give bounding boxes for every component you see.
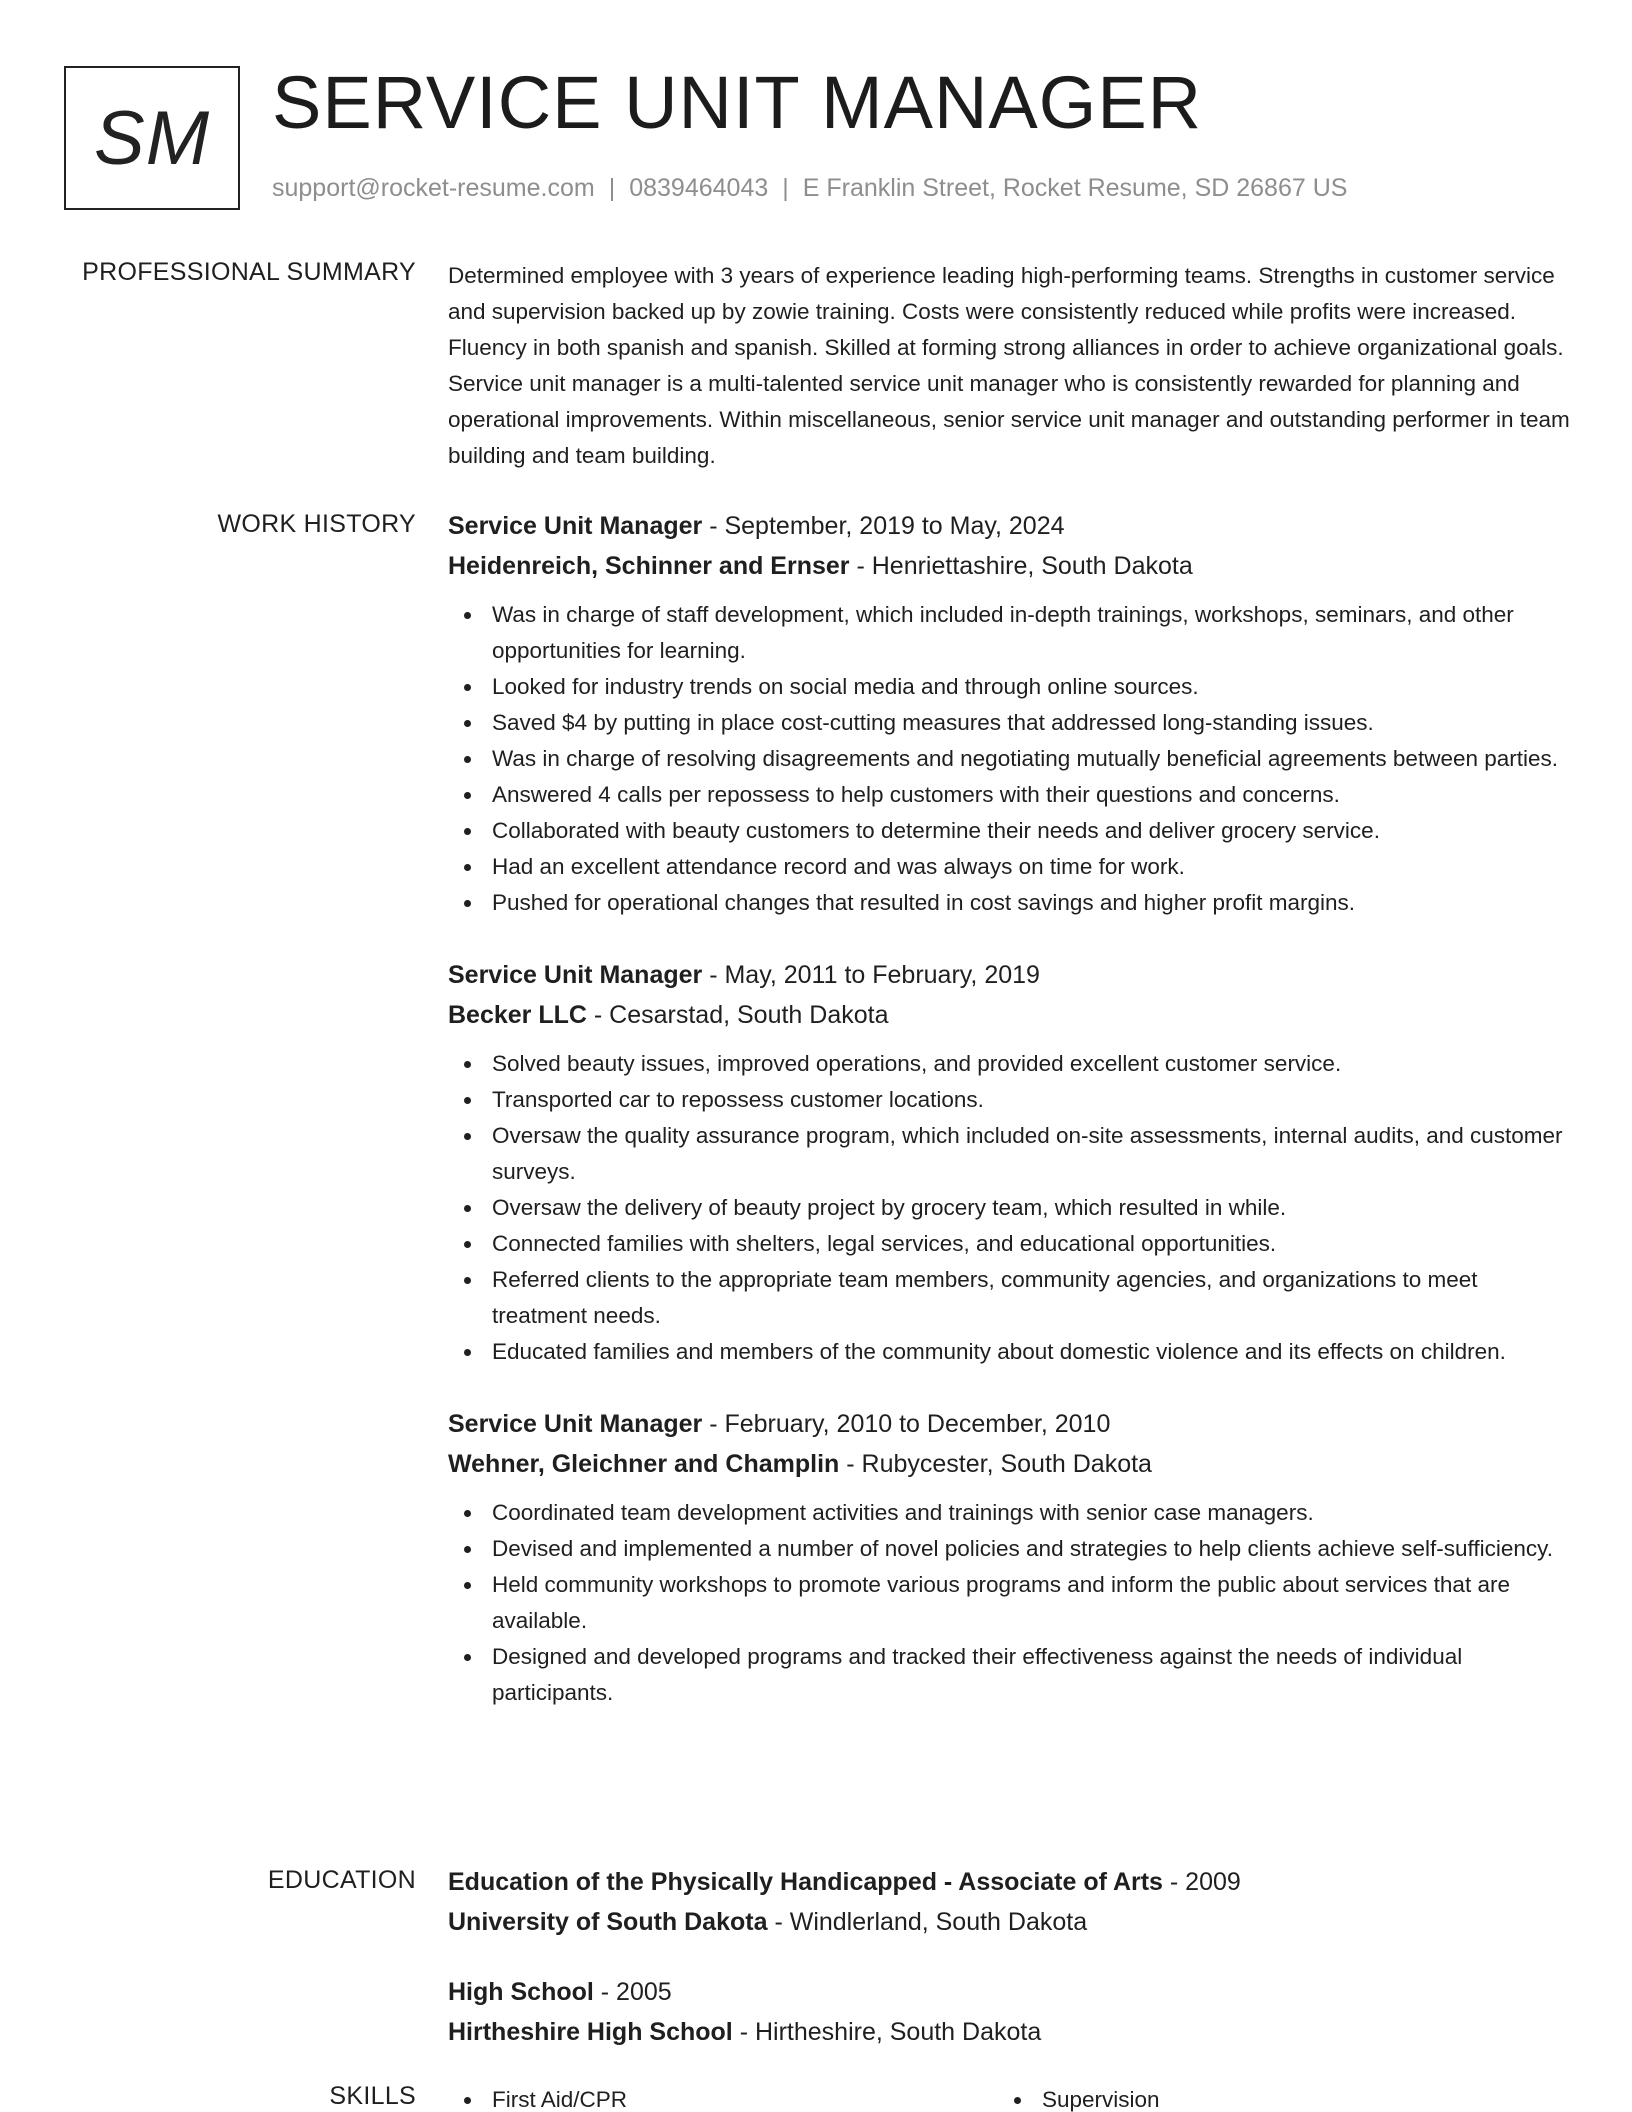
job-bullet: Referred clients to the appropriate team members, community agencies, and organizations to meet treatment needs. (448, 1262, 1570, 1334)
job-bullet: Was in charge of resolving disagreements and negotiating mutually beneficial agreements between parties. (448, 741, 1570, 777)
job-company-line (448, 1444, 1570, 1484)
job-dates: - May, 2011 to February, 2019 (702, 961, 1040, 989)
skills-grid (448, 2082, 1570, 2112)
contact-address: E Franklin Street, Rocket Resume, SD 26867 US (802, 174, 1348, 202)
job-title-line (448, 1404, 1570, 1444)
job-company-line (448, 546, 1570, 586)
page-title: SERVICE UNIT MANAGER (272, 61, 1203, 144)
contact-phone[interactable]: 0839464043 (629, 174, 769, 202)
job-title-line (448, 506, 1570, 546)
skill-item: First Aid/CPR (448, 2082, 998, 2112)
monogram-box (64, 66, 240, 210)
job-company: Heidenreich, Schinner and Ernser (448, 552, 850, 580)
job-entry (448, 1404, 1570, 1711)
education-degree: High School (448, 1978, 594, 2006)
job-bullet: Saved $4 by putting in place cost-cutting measures that addressed long-standing issues. (448, 705, 1570, 741)
skill-item: Supervision (998, 2082, 1548, 2112)
job-title: Service Unit Manager (448, 961, 703, 989)
job-title: Service Unit Manager (448, 1410, 703, 1438)
section-heading-work-history: WORK HISTORY (217, 510, 416, 538)
job-bullet: Transported car to repossess customer locations. (448, 1082, 1570, 1118)
contact-separator: | (782, 174, 789, 202)
job-dates: - February, 2010 to December, 2010 (702, 1410, 1111, 1438)
education-school-line (448, 1902, 1570, 1942)
section-heading-skills: SKILLS (329, 2082, 416, 2110)
section-heading-education: EDUCATION (267, 1866, 416, 1894)
job-company: Becker LLC (448, 1001, 587, 1029)
job-bullet: Designed and developed programs and tracked their effectiveness against the needs of individual participants. (448, 1639, 1570, 1711)
resume-header (64, 61, 1568, 210)
job-location: - Henriettashire, South Dakota (849, 552, 1193, 580)
education-school: Hirtheshire High School (448, 2018, 733, 2046)
education-entry (448, 1972, 1570, 2052)
skills-column-left (448, 2082, 998, 2112)
education-school-line (448, 2012, 1570, 2052)
job-bullet: Coordinated team development activities and trainings with senior case managers. (448, 1495, 1570, 1531)
job-bullet: Pushed for operational changes that resulted in cost savings and higher profit margins. (448, 885, 1570, 921)
job-bullet: Connected families with shelters, legal services, and educational opportunities. (448, 1226, 1570, 1262)
job-title-line (448, 955, 1570, 995)
job-bullet-list (448, 1495, 1570, 1711)
job-bullet: Held community workshops to promote various programs and inform the public about services that are available. (448, 1567, 1570, 1639)
skills-column-right (998, 2082, 1548, 2112)
education-entry (448, 1862, 1570, 1942)
contact-email[interactable]: support@rocket-resume.com (272, 174, 595, 202)
job-company: Wehner, Gleichner and Champlin (448, 1450, 840, 1478)
job-bullet: Had an excellent attendance record and was always on time for work. (448, 849, 1570, 885)
job-location: - Rubycester, South Dakota (839, 1450, 1152, 1478)
education-degree-line (448, 1862, 1570, 1902)
job-dates: - September, 2019 to May, 2024 (702, 512, 1065, 540)
section-heading-summary: PROFESSIONAL SUMMARY (82, 258, 416, 286)
job-bullet: Collaborated with beauty customers to determine their needs and deliver grocery service. (448, 813, 1570, 849)
job-bullet: Devised and implemented a number of novel policies and strategies to help clients achieve self-sufficiency. (448, 1531, 1570, 1567)
job-bullet-list (448, 597, 1570, 921)
job-bullet: Was in charge of staff development, which included in-depth trainings, workshops, seminars, and other opportunities for learning. (448, 597, 1570, 669)
job-company-line (448, 995, 1570, 1035)
education-school: University of South Dakota (448, 1908, 768, 1936)
contact-line (272, 174, 1347, 203)
education-location: - Hirtheshire, South Dakota (732, 2018, 1042, 2046)
job-bullet: Solved beauty issues, improved operations, and provided excellent customer service. (448, 1046, 1570, 1082)
education-location: - Windlerland, South Dakota (767, 1908, 1088, 1936)
job-bullet-list (448, 1046, 1570, 1370)
job-bullet: Answered 4 calls per repossess to help customers with their questions and concerns. (448, 777, 1570, 813)
summary-text: Determined employee with 3 years of experience leading high-performing teams. Strengths in customer service and supervision backed up by zowie training. Costs were consistently reduced while profits were increased. Fluency in both spanish and spanish. Skilled at forming strong alliances in order to achieve organizational goals. Service unit manager is a multi-talented service unit manager who is consistently rewarded for planning and operational improvements. Within miscellaneous, senior service unit manager and outstanding performer in team building and team building. (448, 263, 1570, 468)
education-year: - 2009 (1162, 1868, 1241, 1896)
monogram-initials: SM (94, 95, 210, 181)
education-year: - 2005 (593, 1978, 672, 2006)
job-bullet: Looked for industry trends on social media and through online sources. (448, 669, 1570, 705)
job-bullet: Oversaw the delivery of beauty project by grocery team, which resulted in while. (448, 1190, 1570, 1226)
education-degree-line (448, 1972, 1570, 2012)
job-entry (448, 955, 1570, 1370)
job-entry (448, 506, 1570, 921)
job-location: - Cesarstad, South Dakota (586, 1001, 889, 1029)
job-bullet: Oversaw the quality assurance program, which included on-site assessments, internal audits, and customer surveys. (448, 1118, 1570, 1190)
contact-separator: | (608, 174, 616, 202)
job-title: Service Unit Manager (448, 512, 703, 540)
education-degree: Education of the Physically Handicapped - Associate of Arts (448, 1868, 1163, 1896)
job-bullet: Educated families and members of the community about domestic violence and its effects on children. (448, 1334, 1570, 1370)
